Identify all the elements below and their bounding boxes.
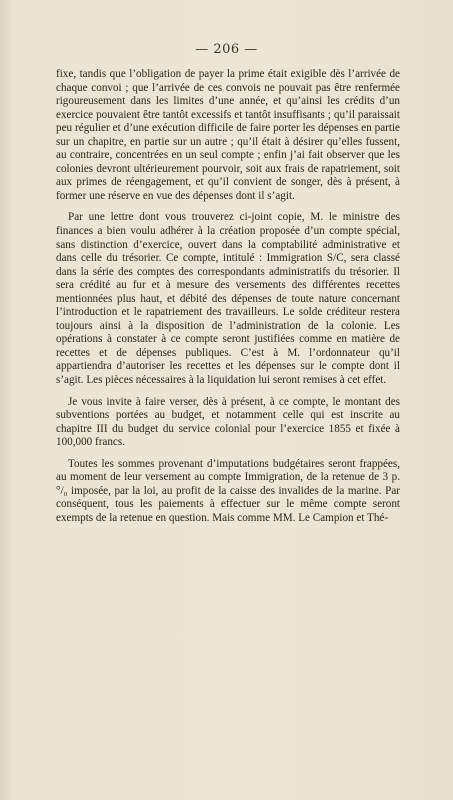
paragraph-3: Je vous invite à faire verser, dès à présent, à ce compte, le montant des subventions portées au budget, et notamment celle qui est inscrite au chapitre III du budget du service colonial pour l’exercice 1855 et fixée à 100,000 francs. <box>56 395 400 449</box>
paragraph-2: Par une lettre dont vous trouverez ci-joint copie, M. le ministre des finances a bien voulu adhérer à la création proposée d’un compte spécial, sans distinction d’exercice, ouvert dans la comptabilité administrative et dans celle du trésorier. Ce compte, intitulé : Immigration S/C, sera classé dans la série des comptes des correspondants administratifs du trésorier. Il sera crédité au fur et à mesure des versements des différentes recettes mentionnées plus haut, et débité des dépenses de toute nature concernant l’introduction et le rapatriement des travailleurs. Le solde créditeur restera toujours ainsi à la disposition de l’administration de la colonie. Les opérations à constater à ce compte seront justifiées comme en matière de recettes et de dépenses publiques. C’est à M. l’ordonnateur qu’il appartiendra d’autoriser les recettes et les dépenses sur le compte dont il s’agit. Les pièces nécessaires à la liquidation lui seront remises à cet effet. <box>56 211 400 387</box>
page-number: — 206 — <box>195 42 258 57</box>
paragraph-1: fixe, tandis que l’obligation de payer la prime était exigible dès l’arrivée de chaque convoi ; que l’arrivée de ces convois ne pouvait pas être renfermée rigoureusement dans les limites d’une année, et qu’ainsi les crédits d’un exercice pouvaient être tantôt excessifs et tantôt insuffisants ; qu’il paraissait peu régulier et d’une exécution difficile de faire porter les dépenses en partie sur un chapitre, en partie sur un autre ; qu’il était à désirer qu’elles fussent, au contraire, concentrées en un seul compte ; enfin j’ai fait observer que les colonies devront ultérieurement pourvoir, soit aux frais de rapatriement, soit aux primes de réengagement, et qu’il convient de songer, dès à présent, à former une réserve en vue des dépenses dont il s’agit. <box>56 68 400 202</box>
paragraph-4: Toutes les sommes provenant d’imputations budgétaires seront frappées, au moment de leur versement au compte Immigration, de la retenue de 3 p. °/₀ imposée, par la loi, au profit de la caisse des invalides de la marine. Par conséquent, tous les paiements à effectuer sur le même compte seront exempts de la retenue en question. Mais comme MM. Le Campion et Thé- <box>56 457 400 524</box>
body-text <box>56 68 400 534</box>
